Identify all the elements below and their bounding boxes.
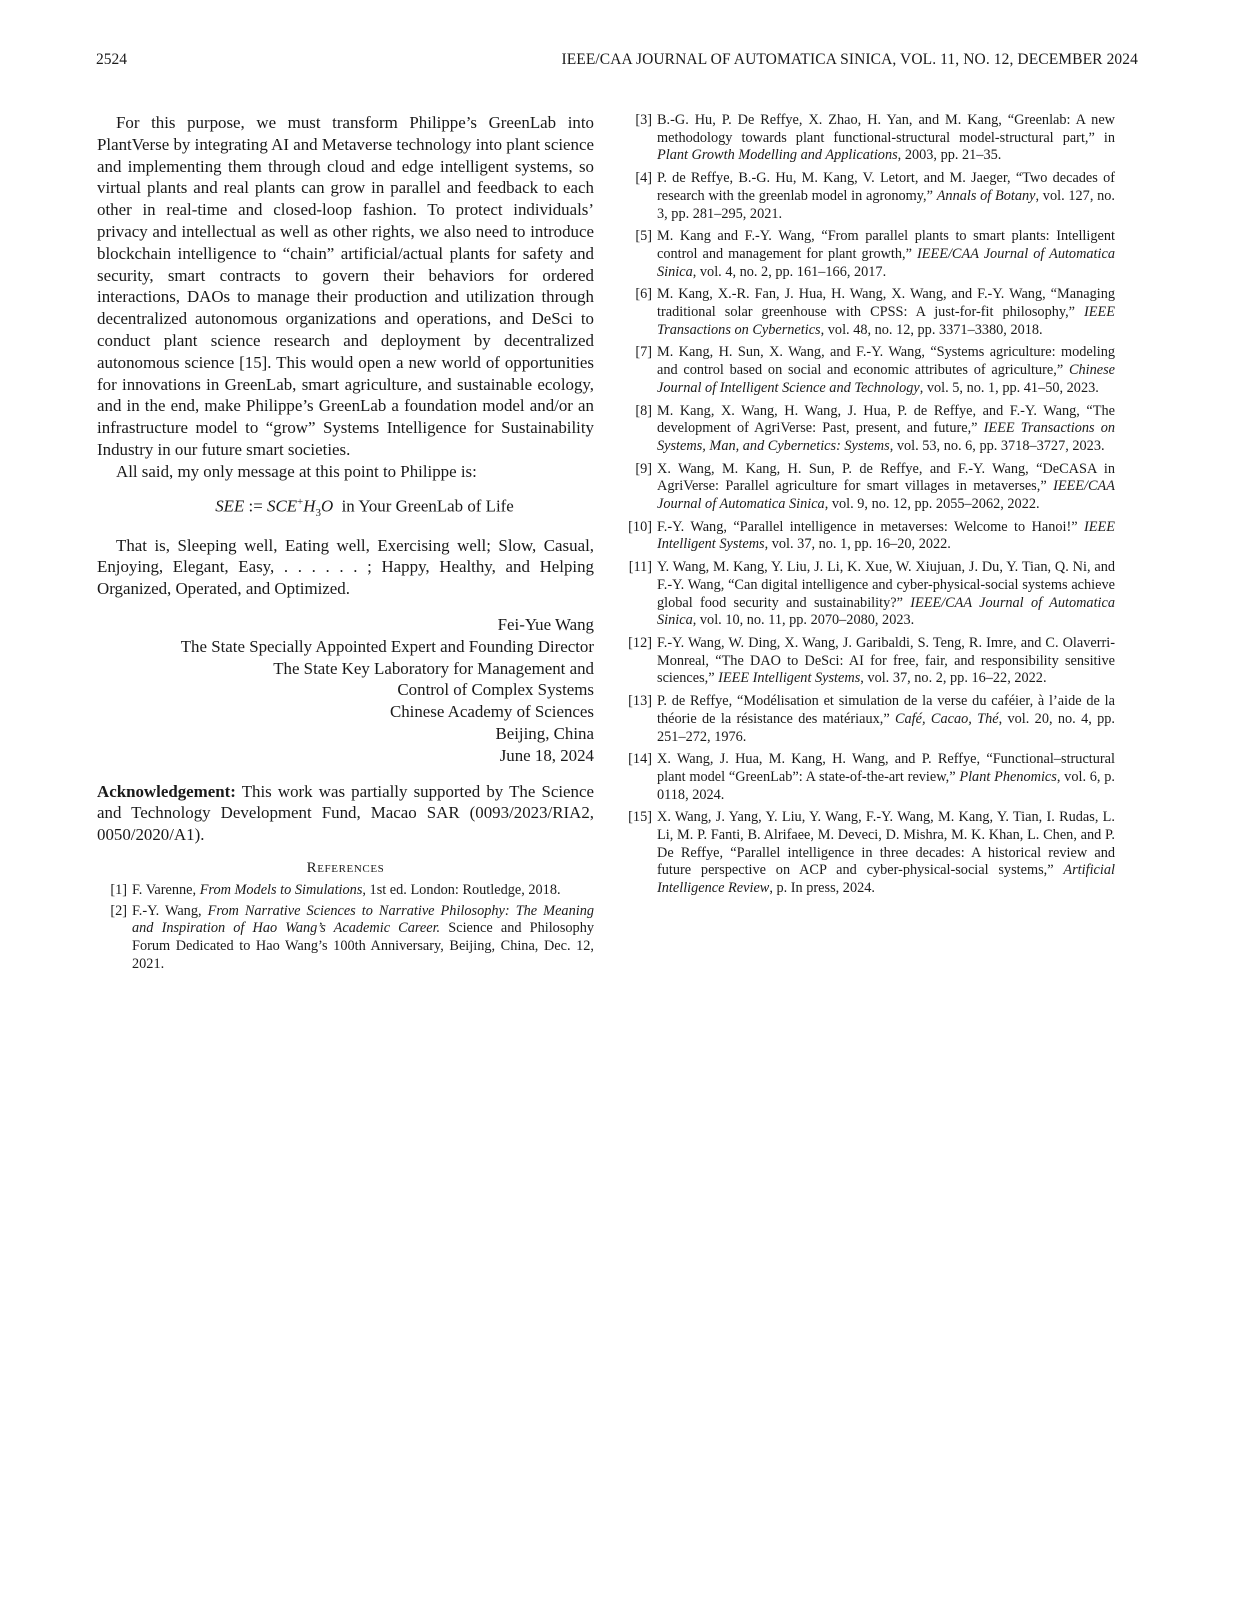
reference-text: X. Wang, J. Yang, Y. Liu, Y. Wang, F.-Y. Wang, M. Kang, Y. Tian, I. Rudas, L. Li, M. P. Fanti, B. Alrifaee, M. Deveci, D. Mishra, M. K. Khan, L. Chen, and P. De Reffye, “Parallel intelligence in three decades: A historical review and future perspective on ACP and cyber-physical-social systems,” (657, 809, 1115, 879)
reference-details: , vol. 4, no. 2, pp. 161–166, 2017. (692, 263, 887, 280)
reference-details: , vol. 10, no. 11, pp. 2070–2080, 2023. (692, 612, 915, 629)
reference-text: M. Kang, H. Sun, X. Wang, and F.-Y. Wang, “Systems agriculture: modeling and control based on social and economic attributes of agriculture,” (657, 344, 1115, 379)
reference-details: , vol. 5, no. 1, pp. 41–50, 2023. (919, 379, 1099, 396)
reference-text: M. Kang, X.-R. Fan, J. Hua, H. Wang, X. Wang, and F.-Y. Wang, “Managing traditional solar greenhouse with CPSS: A just-for-fit philosophy,” (657, 286, 1115, 321)
reference-venue: Plant Growth Modelling and Applications (657, 147, 898, 164)
reference-item (97, 882, 594, 900)
page-number: 2524 (96, 51, 127, 68)
reference-list-left (97, 882, 594, 974)
reference-list-right (622, 112, 1115, 898)
reference-venue: IEEE Intelligent Systems (657, 518, 1115, 553)
reference-text: X. Wang, M. Kang, H. Sun, P. de Reffye, and F.-Y. Wang, “DeCASA in AgriVerse: Parallel agriculture for smart villages in metaverses,” (657, 460, 1115, 495)
reference-number: [2] (110, 902, 127, 919)
journal-title: IEEE/CAA JOURNAL OF AUTOMATICA SINICA, VOL. 11, NO. 12, DECEMBER 2024 (561, 51, 1138, 68)
reference-venue: IEEE/CAA Journal of Automatica Sinica (657, 478, 1115, 513)
reference-venue: IEEE Transactions on Cybernetics (657, 304, 1115, 338)
affiliation-line: Control of Complex Systems (397, 680, 594, 700)
reference-item (622, 635, 1115, 688)
reference-text: P. de Reffye, B.-G. Hu, M. Kang, V. Letort, and M. Jaeger, “Two decades of research with the greenlab model in agronomy,” (657, 170, 1115, 204)
reference-number: [7] (635, 344, 652, 361)
reference-number: [9] (635, 460, 652, 477)
author-name: Fei-Yue Wang (497, 614, 594, 634)
reference-details: , vol. 6, p. 0118, 2024. (657, 768, 1116, 803)
reference-venue: Plant Phenomics (959, 768, 1057, 785)
reference-details: Science and Philosophy Forum Dedicated to Hao Wang’s 100th Anniversary, Beijing, China, Dec. 12, 2021. (132, 920, 594, 972)
reference-number: [3] (635, 112, 652, 128)
reference-venue: Café, Cacao, Thé (895, 710, 999, 727)
body-paragraph: That is, Sleeping well, Eating well, Exercising well; Slow, Casual, Enjoying, Elegant, Easy, . . . . . . ; Happy, Healthy, and Helping Organized, Operated, and Optimized. (97, 535, 594, 599)
reference-venue: From Models to Simulations (199, 881, 363, 898)
reference-number: [12] (628, 634, 652, 651)
reference-venue: From Narrative Sciences to Narrative Philosophy: The Meaning and Inspiration of Hao Wang’s Academic Career. (132, 902, 594, 937)
reference-venue: Annals of Botany (936, 187, 1036, 204)
reference-item (622, 693, 1115, 746)
reference-number: [10] (628, 518, 652, 535)
reference-venue: IEEE Transactions on Systems, Man, and Cybernetics: Systems (657, 420, 1116, 454)
reference-venue: Chinese Journal of Intelligent Science and Technology (657, 362, 1115, 396)
reference-text: P. de Reffye, “Modélisation et simulation de la verse du caféier, à l’aide de la théorie de la résistance des matériaux,” (657, 693, 1115, 727)
reference-item (97, 903, 594, 974)
reference-details: , vol. 20, no. 4, pp. 251–272, 1976. (657, 710, 1116, 745)
acknowledgement (97, 781, 594, 846)
signature-block (97, 614, 594, 767)
reference-venue: IEEE Intelligent Systems (718, 670, 861, 687)
reference-item (622, 519, 1115, 554)
equation: SEE := $SCE^+H_3O$ in Your GreenLab of Life (215, 495, 514, 519)
reference-details: , 1st ed. London: Routledge, 2018. (362, 881, 561, 898)
affiliation-line: Chinese Academy of Sciences (389, 702, 594, 722)
reference-details: , vol. 37, no. 1, pp. 16–20, 2022. (764, 536, 951, 553)
reference-item (622, 403, 1115, 456)
reference-item (622, 751, 1115, 804)
reference-details: , vol. 53, no. 6, pp. 3718–3727, 2023. (889, 437, 1105, 454)
reference-number: [6] (635, 286, 652, 303)
reference-text: F.-Y. Wang, “Parallel intelligence in metaverses: Welcome to Hanoi!” (657, 518, 1085, 535)
reference-number: [5] (635, 228, 652, 245)
reference-venue: Artificial Intelligence Review (657, 862, 1115, 897)
reference-venue: IEEE/CAA Journal of Automatica Sinica (657, 594, 1116, 629)
reference-item (622, 461, 1115, 514)
reference-text: X. Wang, J. Hua, M. Kang, H. Wang, and P. Reffye, “Functional–structural plant model “GreenLab”: A state-of-the-art review,” (657, 751, 1115, 785)
reference-number: [8] (635, 402, 652, 419)
reference-item (622, 809, 1115, 898)
body-paragraph: For this purpose, we must transform Philippe’s GreenLab into PlantVerse by integrating AI and Metaverse technology into plant science and implementing them through cloud and edge intelligent systems, so virtual plants and real plants can grow in parallel and feedback to each other in real-time and closed-loop fashion. To protect individuals’ privacy and intellectual as well as other rights, we also need to introduce blockchain intelligence to “chain” artificial/actual plants for safety and security, smart contracts to govern their behaviors for ordered interactions, DAOs to manage their production and utilization through decentralized autonomous organizations and operations, and DeSci to conduct plant science research and deployment by decentralized autonomous science [15]. This would open a new world of opportunities for innovations in GreenLab, smart agriculture, and sustainable ecology, and in the end, make Philippe’s GreenLab a foundation model and/or an infrastructure model to “grow” Systems Intelligence for Sustainability Industry in our future smart societies. (97, 113, 594, 459)
acknowledgement-label: Acknowledgement: (97, 781, 236, 801)
reference-number: [14] (628, 751, 652, 768)
reference-item (622, 228, 1115, 281)
references-heading: References (306, 859, 385, 876)
affiliation-line: The State Key Laboratory for Management and (273, 658, 594, 678)
right-column (622, 112, 1115, 903)
reference-number: [13] (628, 693, 652, 710)
reference-text: M. Kang and F.-Y. Wang, “From parallel plants to smart plants: Intelligent control and management for plant growth,” (657, 228, 1115, 262)
reference-number: [15] (628, 809, 652, 826)
reference-text: B.-G. Hu, P. De Reffye, X. Zhao, H. Yan, and M. Kang, “Greenlab: A new methodology towards plant functional-structural model-structural part,” in (657, 112, 1115, 146)
reference-venue: IEEE/CAA Journal of Automatica Sinica (657, 245, 1115, 280)
reference-item (622, 559, 1115, 630)
reference-text: F. Varenne, (132, 881, 200, 898)
reference-item (622, 170, 1115, 223)
reference-details: , vol. 48, no. 12, pp. 3371–3380, 2018. (820, 321, 1043, 338)
reference-details: , p. In press, 2024. (769, 880, 875, 897)
reference-details: , vol. 37, no. 2, pp. 16–22, 2022. (860, 670, 1047, 687)
affiliation-line: The State Specially Appointed Expert and Founding Director (180, 636, 594, 656)
acknowledgement-text: This work was partially supported by The Science and Technology Development Fund, Macao SAR (0093/2023/RIA2, 0050/2020/A1). (97, 781, 594, 845)
reference-text: F.-Y. Wang, (132, 902, 208, 919)
reference-details: , vol. 9, no. 12, pp. 2055–2062, 2022. (824, 496, 1040, 513)
reference-item (622, 286, 1115, 339)
reference-text: Y. Wang, M. Kang, Y. Liu, J. Li, K. Xue, W. Xiujuan, J. Du, Y. Tian, Q. Ni, and F.-Y. Wang, “Can digital intelligence and cyber-physical-social systems achieve global food security and sustainability?” (657, 559, 1115, 611)
reference-item (622, 112, 1115, 165)
reference-text: F.-Y. Wang, W. Ding, X. Wang, J. Garibaldi, S. Teng, R. Imre, and C. Olaverri-Monreal, “The DAO to DeSci: AI for free, fair, and responsibility sensitive sciences,” (657, 634, 1115, 687)
reference-item (622, 344, 1115, 397)
signature-date: June 18, 2024 (499, 745, 594, 765)
reference-text: M. Kang, X. Wang, H. Wang, J. Hua, P. de Reffye, and F.-Y. Wang, “The development of AgriVerse: Past, present, and future,” (657, 402, 1115, 437)
reference-details: , vol. 127, no. 3, pp. 281–295, 2021. (657, 187, 1116, 222)
reference-number: [1] (110, 881, 127, 898)
reference-number: [4] (635, 170, 652, 187)
left-column (97, 112, 594, 976)
running-header (96, 48, 1138, 72)
reference-details: , 2003, pp. 21–35. (897, 147, 1002, 164)
affiliation-line: Beijing, China (495, 723, 594, 743)
reference-number: [11] (628, 559, 652, 576)
body-paragraph: All said, my only message at this point to Philippe is: (116, 461, 477, 481)
